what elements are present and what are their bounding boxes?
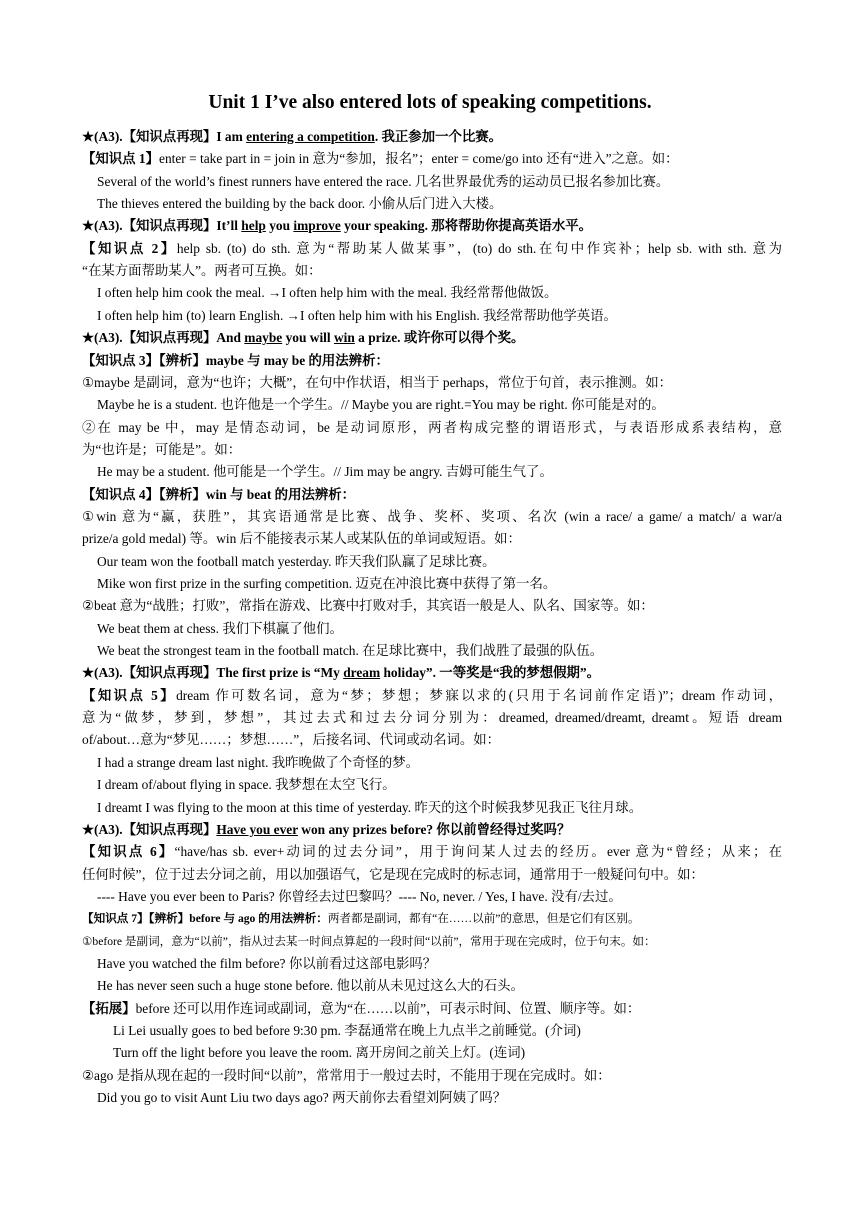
text-line xyxy=(82,998,782,1020)
text-line xyxy=(82,707,782,729)
text-line xyxy=(82,662,782,684)
text-run: you xyxy=(265,218,294,234)
text-run: ★(A3).【知识点再现】The first prize is “My xyxy=(82,665,344,681)
text-run: 【知识点 6】 xyxy=(82,844,175,860)
text-run: of/about…意为“梦见……；梦想……”，后接名词、代词或动名词。如： xyxy=(82,732,501,748)
text-run: dream 作可数名词，意为“梦；梦想；梦寐以求的(只用于名词前作定语)”；dream 作动词， xyxy=(176,687,782,703)
text-run: ②beat 意为“战胜；打败”，常指在游戏、比赛中打败对手，其宾语一般是人、队名、国家等。如： xyxy=(82,598,654,614)
text-line xyxy=(97,797,782,819)
text-line xyxy=(82,439,782,461)
text-run: ①before 是副词，意为“以前”，指从过去某一时间点算起的一段时间“以前”，常用于现在完成时，位于句末。如： xyxy=(82,934,656,948)
text-line xyxy=(82,528,782,550)
text-run: ①win 意为“赢，获胜”，其宾语通常是比赛、战争、奖杯、奖项、名次 (win a race/ a game/ a match/ a war/a xyxy=(82,508,782,524)
text-run: before 还可以用作连词或副词，意为“在……以前”，可表示时间、位置、顺序等。如： xyxy=(135,1000,641,1016)
text-line xyxy=(82,908,782,930)
text-line xyxy=(82,350,782,372)
text-run: 【知识点 1】 xyxy=(82,151,159,167)
text-run: your speaking. 那将帮助你提高英语水平。 xyxy=(340,218,592,234)
text-run: 为“也许是；可能是”。如： xyxy=(82,441,242,457)
text-line xyxy=(97,282,782,304)
text-line xyxy=(97,193,782,215)
text-line xyxy=(82,148,782,170)
text-run: We beat them at chess. 我们下棋赢了他们。 xyxy=(97,620,343,636)
text-line xyxy=(97,305,782,327)
text-run: We beat the strongest team in the football match. 在足球比赛中，我们战胜了最强的队伍。 xyxy=(97,643,604,659)
text-line xyxy=(82,215,782,237)
text-line xyxy=(82,417,782,439)
text-line xyxy=(97,573,782,595)
text-run: prize/a gold medal) 等。win 后不能接表示某人或某队伍的单词或短语。如： xyxy=(82,531,521,547)
text-run: He may be a student. 他可能是一个学生。// Jim may be angry. 吉姆可能生气了。 xyxy=(97,464,553,480)
text-run: holiday”. 一等奖是“我的梦想假期”。 xyxy=(380,665,600,681)
text-line xyxy=(97,461,782,483)
text-run: I had a strange dream last night. 我昨晚做了个奇怪的梦。 xyxy=(97,754,420,770)
text-run: Several of the world’s finest runners have entered the race. 几名世界最优秀的运动员已报名参加比赛。 xyxy=(97,173,670,189)
text-line xyxy=(97,953,782,975)
text-run: ★(A3).【知识点再现】It’ll xyxy=(82,218,242,234)
text-line xyxy=(97,394,782,416)
text-run: 任何时候”，位于过去分词之前，用以加强语气，它是现在完成时的标志词，通常用于一般疑问句中。如： xyxy=(82,866,704,882)
text-run: Have you watched the film before? 你以前看过这部电影吗？ xyxy=(97,955,437,971)
text-line xyxy=(113,1042,782,1064)
text-line xyxy=(82,372,782,394)
text-run: Mike won first prize in the surfing competition. 迈克在冲浪比赛中获得了第一名。 xyxy=(97,576,557,591)
text-line xyxy=(97,774,782,796)
text-line xyxy=(82,819,782,841)
text-line xyxy=(97,752,782,774)
text-line xyxy=(82,126,782,148)
text-run: I dream of/about flying in space. 我梦想在太空飞行。 xyxy=(97,777,396,793)
text-line xyxy=(113,1020,782,1042)
text-run: 【知识点 4】【辨析】win 与 beat 的用法辨析： xyxy=(82,486,356,502)
text-run: Maybe he is a student. 也许他是一个学生。// Maybe you are right.=You may be right. 你可能是对的。 xyxy=(97,397,665,413)
text-line xyxy=(82,729,782,751)
text-run: 两者都是副词，都有“在……以前”的意思，但是它们有区别。 xyxy=(327,912,640,926)
text-run: Our team won the football match yesterday. 昨天我们队赢了足球比赛。 xyxy=(97,553,496,569)
text-line xyxy=(82,238,782,260)
text-run: ①maybe 是副词，意为“也许；大概”，在句中作状语，相当于 perhaps，常位于句首，表示推测。如： xyxy=(82,374,672,390)
text-run: help sb. (to) do sth. 意为“帮助某人做某事”，(to) do sth.在句中作宾补；help sb. with sth. 意为 xyxy=(176,240,782,256)
text-line xyxy=(97,975,782,997)
text-line xyxy=(97,886,782,908)
text-run: The thieves entered the building by the back door. 小偷从后门进入大楼。 xyxy=(97,196,503,212)
text-run: . 我正参加一个比赛。 xyxy=(374,129,503,144)
text-run: ---- Have you ever been to Paris? 你曾经去过巴黎吗？---- No, never. / Yes, I have. 没有/去过。 xyxy=(97,888,622,904)
underlined-phrase: help xyxy=(241,218,266,234)
underlined-phrase: maybe xyxy=(244,330,283,346)
text-run: Did you go to visit Aunt Liu two days ago? 两天前你去看望刘阿姨了吗？ xyxy=(97,1090,507,1106)
text-run: 意为“做梦，梦到，梦想”，其过去式和过去分词分别为：dreamed, dreamed/dreamt, dreamt。短语 dream xyxy=(82,710,782,726)
text-line xyxy=(82,260,782,282)
underlined-phrase: win xyxy=(333,330,355,346)
text-run: you will xyxy=(282,330,334,346)
underlined-phrase: dream xyxy=(343,665,381,681)
text-run: a prize. 或许你可以得个奖。 xyxy=(354,330,525,346)
underlined-phrase: improve xyxy=(293,218,341,234)
text-run: enter = take part in = join in 意为“参加，报名”；enter = come/go into 还有“进入”之意。如： xyxy=(159,151,679,167)
text-line xyxy=(82,685,782,707)
text-run: won any prizes before? 你以前曾经得过奖吗？ xyxy=(297,821,571,837)
text-run: ②在 may be 中，may 是情态动词，be 是动词原形，两者构成完整的谓语形式，与表语形成系表结构，意 xyxy=(82,419,782,435)
text-run: 【知识点 2】 xyxy=(82,240,177,256)
text-run: 【拓展】 xyxy=(82,1000,136,1016)
text-run: Li Lei usually goes to bed before 9:30 pm. 李磊通常在晚上九点半之前睡觉。(介词) xyxy=(113,1023,581,1038)
text-line xyxy=(82,327,782,349)
text-run: I dreamt I was flying to the moon at this time of yesterday. 昨天的这个时候我梦见我正飞往月球。 xyxy=(97,799,643,815)
text-run: ★(A3).【知识点再现】And xyxy=(82,330,245,346)
underlined-phrase: entering a competition xyxy=(246,129,375,144)
text-run: He has never seen such a huge stone before. 他以前从未见过这么大的石头。 xyxy=(97,978,524,994)
text-line xyxy=(82,864,782,886)
text-line xyxy=(97,171,782,193)
text-run: I often help him cook the meal. →I often help him with the meal. 我经常帮他做饭。 xyxy=(97,285,558,301)
text-run: 【知识点 7】【辨析】before 与 ago 的用法辨析： xyxy=(82,912,328,926)
text-run: Turn off the light before you leave the room. 离开房间之前关上灯。(连词) xyxy=(113,1045,526,1061)
text-run: “在某方面帮助某人”。两者可互换。如： xyxy=(82,263,322,279)
text-run: 【知识点 5】 xyxy=(82,687,177,703)
text-run: ★(A3).【知识点再现】I am xyxy=(82,129,247,144)
text-line xyxy=(82,931,782,953)
text-run: ★(A3).【知识点再现】 xyxy=(82,821,217,837)
text-line xyxy=(82,595,782,617)
text-line xyxy=(82,506,782,528)
underlined-phrase: Have you ever xyxy=(216,821,298,837)
text-line xyxy=(82,841,782,863)
text-run: “have/has sb. ever+动词的过去分词”，用于询问某人过去的经历。ever 意为“曾经；从来；在 xyxy=(174,844,782,860)
text-line xyxy=(97,1087,782,1109)
text-line xyxy=(97,640,782,662)
page-title: Unit 1 I’ve also entered lots of speaking competitions. xyxy=(208,92,652,113)
text-line xyxy=(97,551,782,573)
text-run: I often help him (to) learn English. →I often help him with his English. 我经常帮助他学英语。 xyxy=(97,307,617,323)
text-run: ②ago 是指从现在起的一段时间“以前”，常常用于一般过去时，不能用于现在完成时。如： xyxy=(82,1067,611,1083)
text-line xyxy=(97,618,782,640)
text-run: 【知识点 3】【辨析】maybe 与 may be 的用法辨析： xyxy=(82,352,389,368)
text-line xyxy=(82,484,782,506)
text-line xyxy=(82,1065,782,1087)
